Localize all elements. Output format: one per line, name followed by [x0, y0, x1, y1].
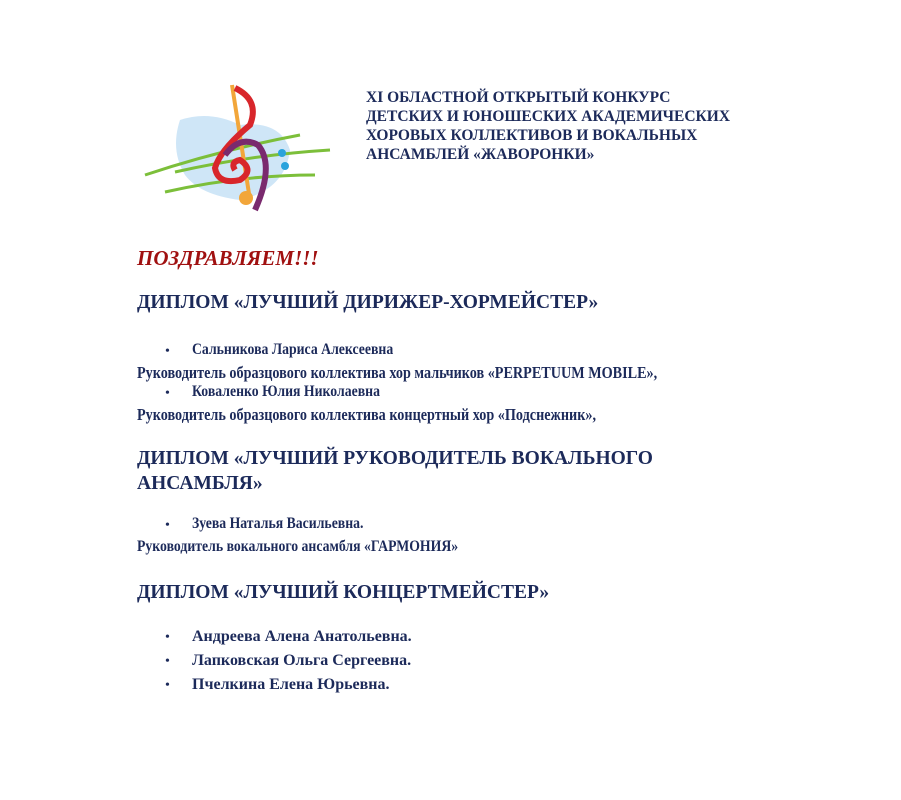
bullet: •: [165, 344, 170, 359]
winner-name: Коваленко Юлия Николаевна: [192, 383, 380, 400]
section-title: ДИПЛОМ «ЛУЧШИЙ КОНЦЕРТМЕЙСТЕР»: [137, 582, 550, 603]
winner-name: Пчелкина Елена Юрьевна.: [192, 676, 390, 693]
section-title: ДИПЛОМ «ЛУЧШИЙ ДИРИЖЕР-ХОРМЕЙСТЕР»: [137, 292, 599, 313]
winner-name: Лапковская Ольга Сергеевна.: [192, 652, 412, 669]
winner-name: Сальникова Лариса Алексеевна: [192, 341, 394, 358]
bullet: •: [165, 630, 170, 645]
bullet: •: [165, 654, 170, 669]
bullet: •: [165, 678, 170, 693]
section-title-line: ДИПЛОМ «ЛУЧШИЙ РУКОВОДИТЕЛЬ ВОКАЛЬНОГО: [137, 448, 653, 469]
contest-title-line: XI ОБЛАСТНОЙ ОТКРЫТЫЙ КОНКУРС: [366, 89, 671, 106]
bullet: •: [165, 518, 170, 533]
contest-title-line: ДЕТСКИХ И ЮНОШЕСКИХ АКАДЕМИЧЕСКИХ: [366, 108, 731, 125]
bullet: •: [165, 386, 170, 401]
winner-name: Андреева Алена Анатольевна.: [192, 628, 412, 645]
winner-description: Руководитель образцового коллектива хор мальчиков «PERPETUUM MOBILE»,: [137, 363, 658, 382]
treble-clef-logo: [140, 80, 350, 215]
contest-title-line: АНСАМБЛЕЙ «ЖАВОРОНКИ»: [366, 146, 595, 163]
winner-description: Руководитель образцового коллектива концертный хор «Подснежник»,: [137, 405, 597, 424]
section-title: [137, 446, 653, 496]
contest-title-line: ХОРОВЫХ КОЛЛЕКТИВОВ И ВОКАЛЬНЫХ: [366, 127, 698, 144]
congratulations-heading: ПОЗДРАВЛЯЕМ!!!: [137, 246, 319, 270]
contest-title: [366, 88, 730, 164]
section-title-line: АНСАМБЛЯ»: [137, 473, 263, 494]
winner-name: Зуева Наталья Васильевна.: [192, 515, 364, 532]
winner-description: Руководитель вокального ансамбля «ГАРМОНИЯ»: [137, 538, 459, 555]
